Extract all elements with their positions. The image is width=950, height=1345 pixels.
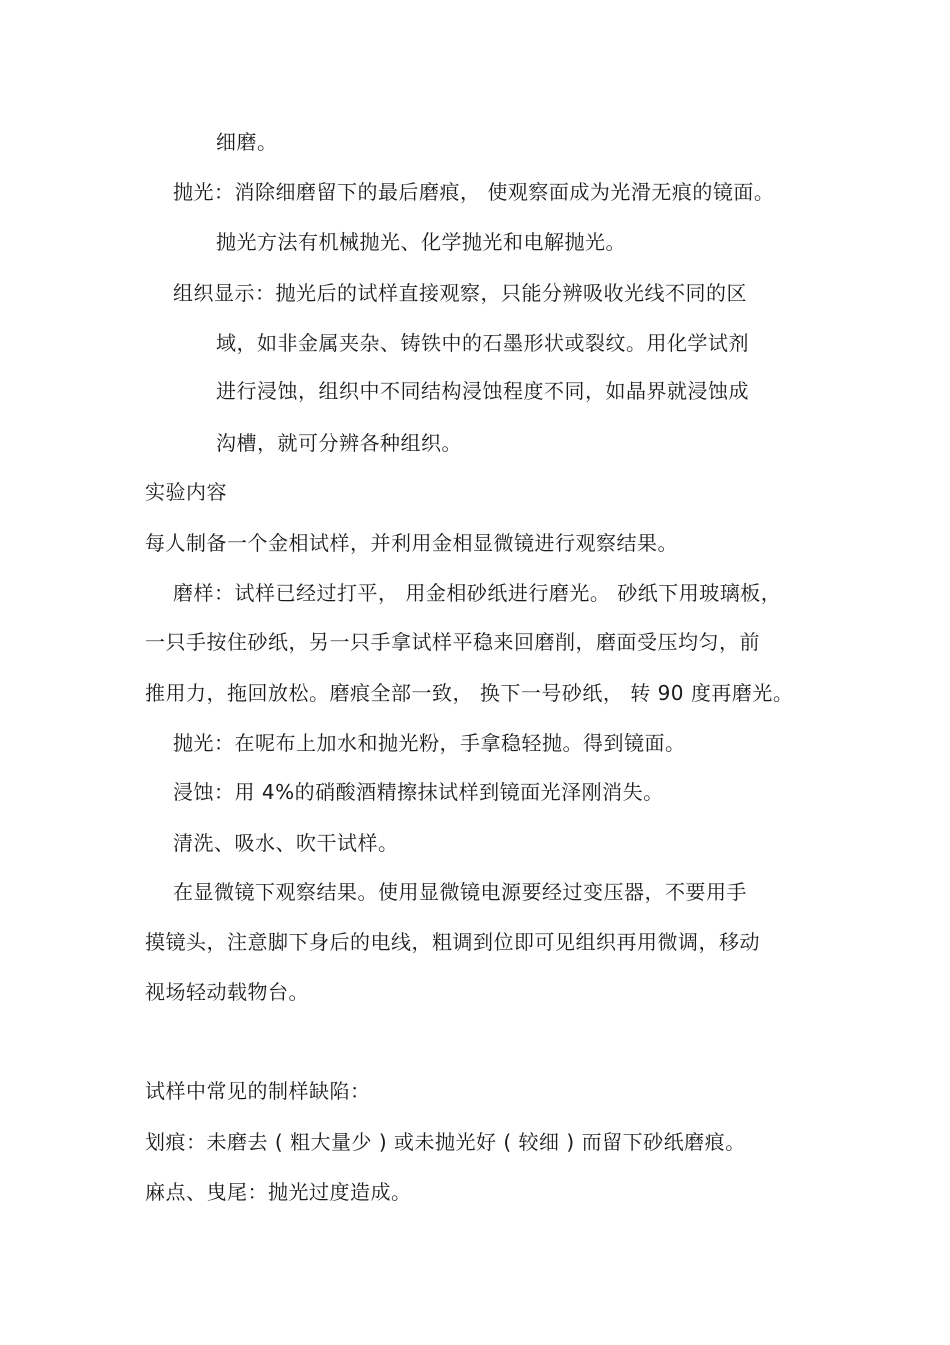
text-line-11: 一只手按住砂纸，另一只手拿试样平稳来回磨削，磨面受压均匀，前 — [145, 630, 760, 654]
text-line-5: 域，如非金属夹杂、铸铁中的石墨形状或裂纹。用化学试剂 — [216, 331, 749, 355]
text-line-4: 组织显示：抛光后的试样直接观察，只能分辨吸收光线不同的区 — [173, 281, 747, 305]
text-line-6: 进行浸蚀，组织中不同结构浸蚀程度不同，如晶界就浸蚀成 — [216, 379, 749, 403]
text-line-21: 麻点、曳尾：抛光过度造成。 — [145, 1180, 412, 1204]
text-line-14: 浸蚀：用 4%的硝酸酒精擦抹试样到镜面光泽刚消失。 — [173, 780, 664, 804]
text-line-7: 沟槽，就可分辨各种组织。 — [216, 431, 462, 455]
text-line-2: 抛光：消除细磨留下的最后磨痕， 使观察面成为光滑无痕的镜面。 — [173, 180, 775, 204]
text-line-12: 推用力，拖回放松。磨痕全部一致， 换下一号砂纸， 转 90 度再磨光。 — [145, 681, 794, 705]
text-line-15: 清洗、吸水、吹干试样。 — [173, 831, 399, 855]
text-line-13: 抛光：在呢布上加水和抛光粉，手拿稳轻抛。得到镜面。 — [173, 731, 686, 755]
defects-heading: 试样中常见的制样缺陷： — [145, 1079, 371, 1103]
text-line-10: 磨样：试样已经过打平， 用金相砂纸进行磨光。 砂纸下用玻璃板， — [173, 581, 782, 605]
text-line-9: 每人制备一个金相试样，并利用金相显微镜进行观察结果。 — [145, 531, 678, 555]
text-line-3: 抛光方法有机械抛光、化学抛光和电解抛光。 — [216, 230, 626, 254]
text-line-17: 摸镜头，注意脚下身后的电线，粗调到位即可见组织再用微调，移动 — [145, 930, 760, 954]
text-line-16: 在显微镜下观察结果。使用显微镜电源要经过变压器，不要用手 — [173, 880, 747, 904]
section-heading: 实验内容 — [145, 480, 227, 504]
text-line-18: 视场轻动载物台。 — [145, 980, 309, 1004]
text-line-1: 细磨。 — [216, 130, 278, 154]
text-line-20: 划痕：未磨去 ( 粗大量少 ) 或未抛光好 ( 较细 ) 而留下砂纸磨痕。 — [145, 1130, 746, 1154]
